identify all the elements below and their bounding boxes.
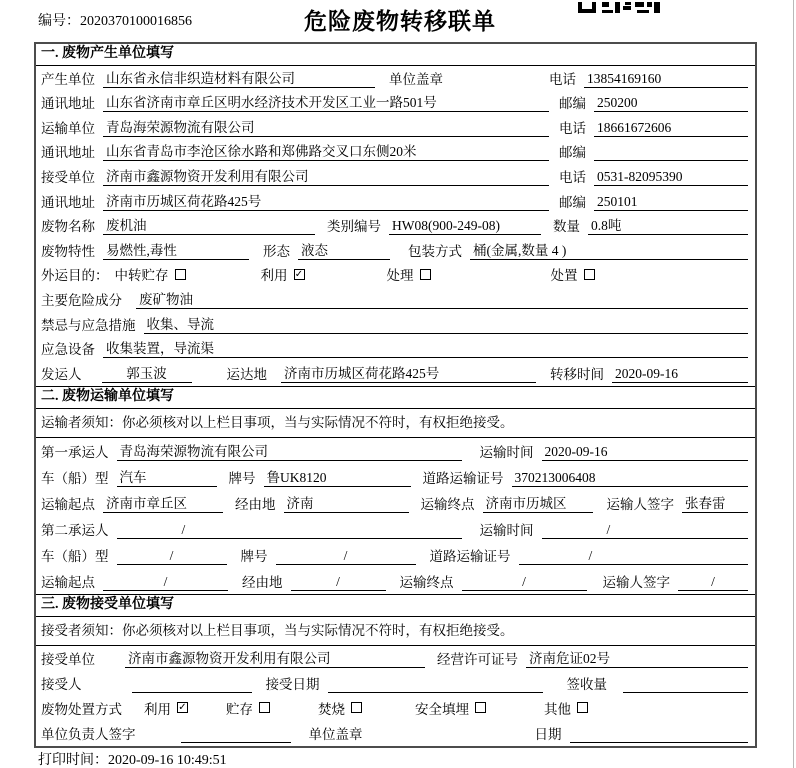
carrier2-row <box>36 516 755 542</box>
purpose-option-dispose-label: 处置 <box>550 268 578 284</box>
route2-start-value: / <box>103 574 228 591</box>
receiver-label: 接受单位 <box>41 169 95 185</box>
page-title: 危险废物转移联单 <box>304 9 496 34</box>
receiver-address-value: 济南市历城区荷花路425号 <box>103 190 549 211</box>
waste-traits-row <box>36 238 755 263</box>
transporter-address-value: 山东省青岛市李沧区徐水路和郑佛路交叉口东侧20米 <box>103 140 549 161</box>
purpose-row <box>36 263 755 288</box>
waste-form-value: 液态 <box>298 239 390 260</box>
accept-qty-label: 签收量 <box>566 676 607 692</box>
transporter-zip-label: 邮编 <box>559 145 586 161</box>
route1-via-label: 经由地 <box>235 496 276 512</box>
qr-code-fragment-icon <box>578 0 660 18</box>
responsible-sign-label: 单位负责人签字 <box>41 726 136 742</box>
section3-header: 三. 废物接受单位填写 <box>36 594 755 617</box>
disposal-option-utilize-label: 利用 <box>144 701 171 717</box>
carrier2-time-value: / <box>542 522 749 539</box>
disposal-row <box>36 696 755 721</box>
accept-date-label: 接受日期 <box>265 676 320 692</box>
disposal-option-utilize-checkbox <box>177 702 188 713</box>
dispatch-dest-label: 运达地 <box>226 366 267 382</box>
section2-notice: 运输者须知：你必须核对以上栏目事项，当与实际情况不符时，有权拒绝接受。 <box>36 409 755 438</box>
accept-unit-value: 济南市鑫源物资开发利用有限公司 <box>125 647 425 668</box>
waste-qty-label: 数量 <box>553 219 580 235</box>
receiver-address-label: 通讯地址 <box>41 194 95 210</box>
producer-row <box>36 66 755 91</box>
carrier1-time-label: 运输时间 <box>479 444 534 460</box>
vehicle2-plate-label: 牌号 <box>240 548 268 564</box>
section2-header: 二. 废物运输单位填写 <box>36 386 755 409</box>
vehicle2-row <box>36 542 755 568</box>
waste-form-label: 形态 <box>263 243 290 259</box>
permit-label: 经营许可证号 <box>437 651 518 667</box>
receiver-row <box>36 164 755 189</box>
accept-person-label: 接受人 <box>41 676 82 692</box>
taboo-label: 禁忌与应急措施 <box>41 317 136 333</box>
disposal-option-utilize-mark: ✓ <box>178 702 187 714</box>
sign-date-label: 日期 <box>534 726 562 742</box>
responsible-sign-row <box>36 721 755 746</box>
waste-name-value: 废机油 <box>103 214 315 235</box>
transporter-tel-label: 电话 <box>559 120 586 136</box>
purpose-option-treat <box>387 264 431 284</box>
vehicle1-value: 汽车 <box>117 466 217 487</box>
route1-end-value: 济南市历城区 <box>483 492 593 513</box>
transporter-value: 青岛海荣源物流有限公司 <box>103 116 549 137</box>
route1-sign-value: 张春雷 <box>682 492 748 513</box>
producer-value: 山东省永信非织造材料有限公司 <box>103 67 375 88</box>
unit-seal-label: 单位盖章 <box>308 726 363 742</box>
purpose-option-treat-label: 处理 <box>386 268 414 284</box>
route2-label: 运输起点 <box>41 574 95 590</box>
disposal-option-store-label: 贮存 <box>226 701 253 717</box>
vehicle2-plate-value: / <box>276 548 416 565</box>
disposal-option-store <box>226 698 270 718</box>
taboo-value: 收集、导流 <box>144 313 749 334</box>
producer-address-value: 山东省济南市章丘区明水经济技术开发区工业一路501号 <box>103 91 549 112</box>
carrier1-label: 第一承运人 <box>41 444 109 460</box>
transporter-label: 运输单位 <box>41 120 95 136</box>
producer-zip-value: 250200 <box>594 95 748 112</box>
vehicle1-plate-label: 牌号 <box>228 470 256 486</box>
route2-end-value: / <box>462 574 587 591</box>
print-time-value: 2020-09-16 10:49:51 <box>108 753 227 768</box>
responsible-sign-value <box>181 726 291 743</box>
waste-pack-label: 包装方式 <box>408 243 462 259</box>
transporter-address-label: 通讯地址 <box>41 145 95 161</box>
receiver-address-row <box>36 189 755 214</box>
waste-name-label: 废物名称 <box>41 219 95 235</box>
purpose-option-transfer-storage-label: 中转贮存 <box>114 268 169 284</box>
producer-seal-label: 单位盖章 <box>389 71 443 87</box>
vehicle1-plate-value: 鲁UK8120 <box>264 466 411 487</box>
disposal-option-landfill-checkbox <box>475 702 486 713</box>
dispatch-row <box>36 361 755 386</box>
manifest-form <box>34 42 757 748</box>
disposal-option-other-checkbox <box>577 702 588 713</box>
producer-address-row <box>36 91 755 116</box>
disposal-option-other <box>544 698 588 718</box>
carrier2-label: 第二承运人 <box>41 522 109 538</box>
hazard-row <box>36 287 755 312</box>
route2-sign-value: / <box>678 574 748 591</box>
waste-code-value: HW08(900-249-08) <box>389 218 541 235</box>
disposal-label: 废物处置方式 <box>41 701 122 717</box>
receiver-zip-value: 250101 <box>594 194 748 211</box>
page-right-edge-divider <box>793 0 794 768</box>
equip-row <box>36 337 755 362</box>
carrier1-row <box>36 438 755 464</box>
producer-zip-label: 邮编 <box>559 96 586 112</box>
purpose-option-utilize-checkbox <box>294 269 305 280</box>
receiver-value: 济南市鑫源物资开发利用有限公司 <box>103 165 549 186</box>
disposal-option-incinerate-label: 焚烧 <box>318 701 345 717</box>
sign-date-value <box>570 726 749 743</box>
section3-notice: 接受者须知：你必须核对以上栏目事项，当与实际情况不符时，有权拒绝接受。 <box>36 617 755 646</box>
waste-code-label: 类别编号 <box>327 219 381 235</box>
waste-pack-value: 桶(金属,数量 4 ) <box>470 239 748 260</box>
disposal-option-incinerate-checkbox <box>351 702 362 713</box>
route2-end-label: 运输终点 <box>399 574 454 590</box>
accept-unit-label: 接受单位 <box>41 651 95 667</box>
producer-address-label: 通讯地址 <box>41 96 95 112</box>
route1-row <box>36 490 755 516</box>
accept-person-value <box>132 676 252 693</box>
vehicle1-label: 车（船）型 <box>41 470 109 486</box>
transporter-address-row <box>36 140 755 165</box>
serial-label: 编号： <box>38 14 80 29</box>
disposal-option-landfill-label: 安全填埋 <box>415 701 469 717</box>
disposal-option-utilize <box>144 698 188 718</box>
hazard-label: 主要危险成分 <box>41 292 122 308</box>
vehicle1-license-label: 道路运输证号 <box>422 470 504 486</box>
dispatch-time-value: 2020-09-16 <box>612 366 748 383</box>
route2-sign-label: 运输人签字 <box>602 574 670 590</box>
vehicle1-row <box>36 464 755 490</box>
section1-header: 一. 废物产生单位填写 <box>36 44 755 66</box>
producer-label: 产生单位 <box>41 71 95 87</box>
purpose-option-transfer-storage <box>115 264 186 284</box>
serial-number: 2020370100016856 <box>80 14 192 29</box>
producer-tel-label: 电话 <box>549 71 576 87</box>
equip-value: 收集装置，导流渠 <box>103 337 748 358</box>
purpose-option-treat-checkbox <box>420 269 431 280</box>
waste-traits-value: 易燃性,毒性 <box>103 239 249 260</box>
dispatch-value: 郭玉波 <box>102 362 192 383</box>
purpose-option-utilize-mark: ✓ <box>294 268 304 280</box>
route2-row <box>36 568 755 594</box>
transporter-row <box>36 115 755 140</box>
transporter-zip-value <box>594 144 748 161</box>
accept-date-value <box>328 676 543 693</box>
route1-start-value: 济南市章丘区 <box>103 492 223 513</box>
purpose-option-transfer-storage-checkbox <box>175 269 186 280</box>
waste-qty-value: 0.8吨 <box>588 214 748 235</box>
dispatch-time-label: 转移时间 <box>550 366 604 382</box>
purpose-option-utilize-label: 利用 <box>260 268 288 284</box>
vehicle1-license-value: 370213006408 <box>512 470 749 487</box>
purpose-option-dispose-checkbox <box>584 269 595 280</box>
route2-via-value: / <box>291 574 386 591</box>
disposal-option-other-label: 其他 <box>544 701 571 717</box>
disposal-option-landfill <box>415 698 486 718</box>
waste-traits-label: 废物特性 <box>41 243 95 259</box>
vehicle2-license-label: 道路运输证号 <box>429 548 511 564</box>
carrier1-time-value: 2020-09-16 <box>542 444 749 461</box>
route1-label: 运输起点 <box>41 496 95 512</box>
accept-person-row <box>36 671 755 696</box>
vehicle2-label: 车（船）型 <box>41 548 109 564</box>
transporter-tel-value: 18661672606 <box>594 120 748 137</box>
print-time-label: 打印时间： <box>38 753 108 768</box>
dispatch-label: 发运人 <box>41 366 82 382</box>
receiver-zip-label: 邮编 <box>559 194 586 210</box>
vehicle2-value: / <box>117 548 227 565</box>
route1-via-value: 济南 <box>284 492 409 513</box>
route2-via-label: 经由地 <box>242 574 283 590</box>
accept-unit-row <box>36 646 755 671</box>
carrier1-value: 青岛海荣源物流有限公司 <box>117 440 462 461</box>
route1-end-label: 运输终点 <box>420 496 475 512</box>
receiver-tel-value: 0531-82095390 <box>594 169 748 186</box>
hazard-value: 废矿物油 <box>136 288 748 309</box>
carrier2-time-label: 运输时间 <box>479 522 534 538</box>
purpose-option-dispose <box>551 264 595 284</box>
producer-tel-value: 13854169160 <box>584 71 748 88</box>
vehicle2-license-value: / <box>519 548 749 565</box>
equip-label: 应急设备 <box>41 342 95 358</box>
permit-value: 济南危证02号 <box>526 647 748 668</box>
disposal-option-store-checkbox <box>259 702 270 713</box>
carrier2-value: / <box>117 522 462 539</box>
disposal-option-incinerate <box>318 698 362 718</box>
purpose-label: 外运目的： <box>41 268 109 284</box>
waste-name-row <box>36 214 755 239</box>
accept-qty-value <box>623 676 748 693</box>
route1-sign-label: 运输人签字 <box>606 496 674 512</box>
purpose-option-utilize <box>261 264 305 284</box>
taboo-row <box>36 312 755 337</box>
print-time-line <box>38 749 227 768</box>
receiver-tel-label: 电话 <box>559 169 586 185</box>
dispatch-dest-value: 济南市历城区荷花路425号 <box>281 362 536 383</box>
